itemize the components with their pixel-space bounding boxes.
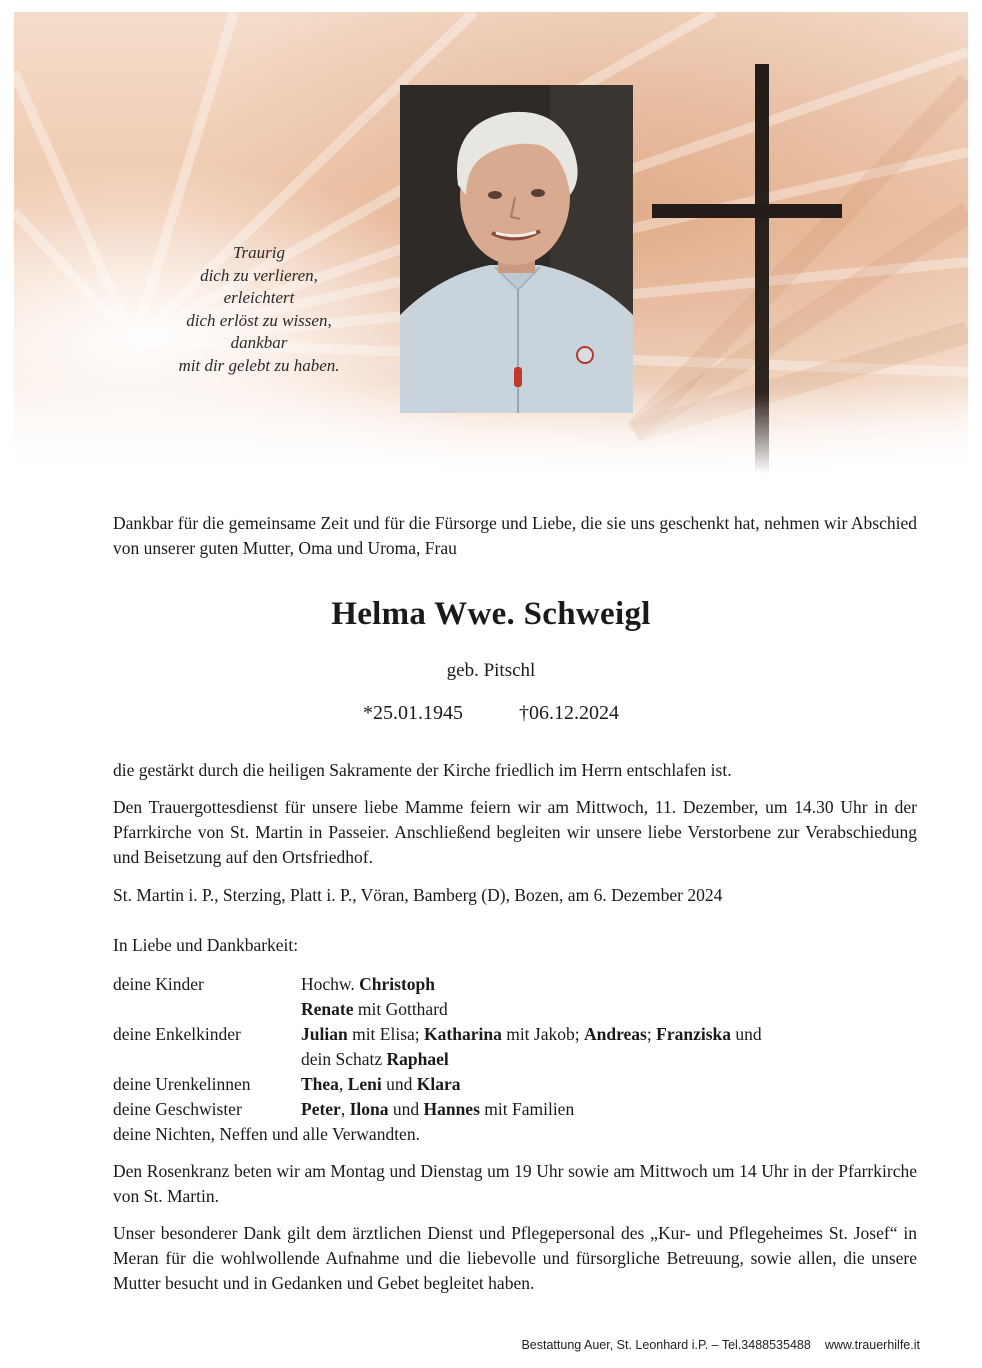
grandchild-name: Andreas <box>583 1024 647 1044</box>
undertaker-info: Bestattung Auer, St. Leonhard i.P. – Tel.3488535488 <box>521 1338 811 1352</box>
family-text: mit Familien <box>479 1099 575 1119</box>
mourner-names <box>301 1022 762 1047</box>
conjunction: und <box>388 1099 424 1119</box>
mourner-names <box>301 1097 574 1122</box>
mourner-names <box>301 997 448 1022</box>
mourners-heading: In Liebe und Dankbarkeit: <box>113 935 299 955</box>
portrait-photo <box>400 85 633 413</box>
great-grandchild-name: Thea <box>301 1074 339 1094</box>
deceased-name: Helma Wwe. Schweigl <box>331 596 651 632</box>
conjunction: und <box>381 1074 417 1094</box>
partner-text: mit Gotthard <box>353 999 448 1019</box>
mourner-label: deine Enkelkinder <box>113 1024 241 1044</box>
verse-line: Traurig <box>233 243 285 262</box>
name-prefix: Hochw. <box>301 974 360 994</box>
verse-line: dich zu verlieren, <box>200 265 318 285</box>
grandchild-name: Katharina <box>424 1024 502 1044</box>
verse-line: erleichtert <box>223 288 295 307</box>
conjunction: und <box>731 1024 762 1044</box>
name-prefix: dein Schatz <box>301 1049 387 1069</box>
thanks-text: Unser besonderer Dank gilt dem ärztlichen Dienst und Pflegepersonal des „Kur- und Pflegeheimes St. Josef“ in Meran für die wohlwollende Aufnahme und die liebevolle und fürsorgliche Betreuung, sowie allen, die unsere Mutter besucht und in Gedanken und Gebet begleitet haben. <box>113 1223 917 1293</box>
verse-line: dich erlöst zu wissen, <box>186 310 332 330</box>
separator: , <box>340 1099 350 1119</box>
child-name: Renate <box>301 999 354 1019</box>
place-date: St. Martin i. P., Sterzing, Platt i. P., Vöran, Bamberg (D), Bozen, am 6. Dezember 2024 <box>113 885 723 905</box>
intro-text: Dankbar für die gemeinsame Zeit und für die Fürsorge und Liebe, die sie uns geschenkt hat, nehmen wir Abschied von unserer guten Mutter, Oma und Uroma, Frau <box>113 513 917 558</box>
grandchild-name: Julian <box>301 1024 348 1044</box>
birth-date: *25.01.1945 <box>363 702 463 724</box>
grandchild-name: Franziska <box>656 1024 731 1044</box>
mourner-names <box>301 972 435 997</box>
verse-line: mit dir gelebt zu haben. <box>178 355 340 375</box>
grandchild-name: Raphael <box>386 1049 449 1069</box>
verse-line: dankbar <box>230 333 288 352</box>
cross-icon <box>652 64 842 474</box>
mourner-names <box>301 1047 449 1072</box>
memorial-verse <box>144 242 374 377</box>
separator: ; <box>646 1024 657 1044</box>
rosary-text: Den Rosenkranz beten wir am Montag und Dienstag um 19 Uhr sowie am Mittwoch um 14 Uhr in der Pfarrkirche von St. Martin. <box>113 1161 917 1206</box>
partner-text: mit Elisa; <box>347 1024 425 1044</box>
great-grandchild-name: Leni <box>347 1074 382 1094</box>
partner-text: mit Jakob; <box>501 1024 584 1044</box>
separator: , <box>338 1074 348 1094</box>
child-name: Christoph <box>359 974 436 994</box>
sibling-name: Hannes <box>423 1099 480 1119</box>
mourner-label: deine Geschwister <box>113 1099 242 1119</box>
sibling-name: Ilona <box>349 1099 389 1119</box>
footer <box>521 1338 920 1352</box>
mourner-label: deine Urenkelinnen <box>113 1074 251 1094</box>
website-link[interactable]: www.trauerhilfe.it <box>824 1338 920 1352</box>
mourner-names <box>301 1072 460 1097</box>
maiden-name: geb. Pitschl <box>446 660 536 681</box>
mourner-label: deine Nichten, Neffen und alle Verwandten. <box>113 1124 420 1144</box>
service-text: Den Trauergottesdienst für unsere liebe Mamme feiern wir am Mittwoch, 11. Dezember, um 14.30 Uhr in der Pfarrkirche von St. Martin in Passeier. Anschließend begleiten wir unsere liebe Verstorbene zur Verabschiedung und Beisetzung auf den Ortsfriedhof. <box>113 797 917 867</box>
passing-text: die gestärkt durch die heiligen Sakramente der Kirche friedlich im Herrn entschlafen ist. <box>113 760 732 780</box>
great-grandchild-name: Klara <box>416 1074 461 1094</box>
life-dates <box>0 702 982 725</box>
mourner-label: deine Kinder <box>113 974 204 994</box>
death-date: †06.12.2024 <box>519 702 619 724</box>
sibling-name: Peter <box>301 1099 341 1119</box>
